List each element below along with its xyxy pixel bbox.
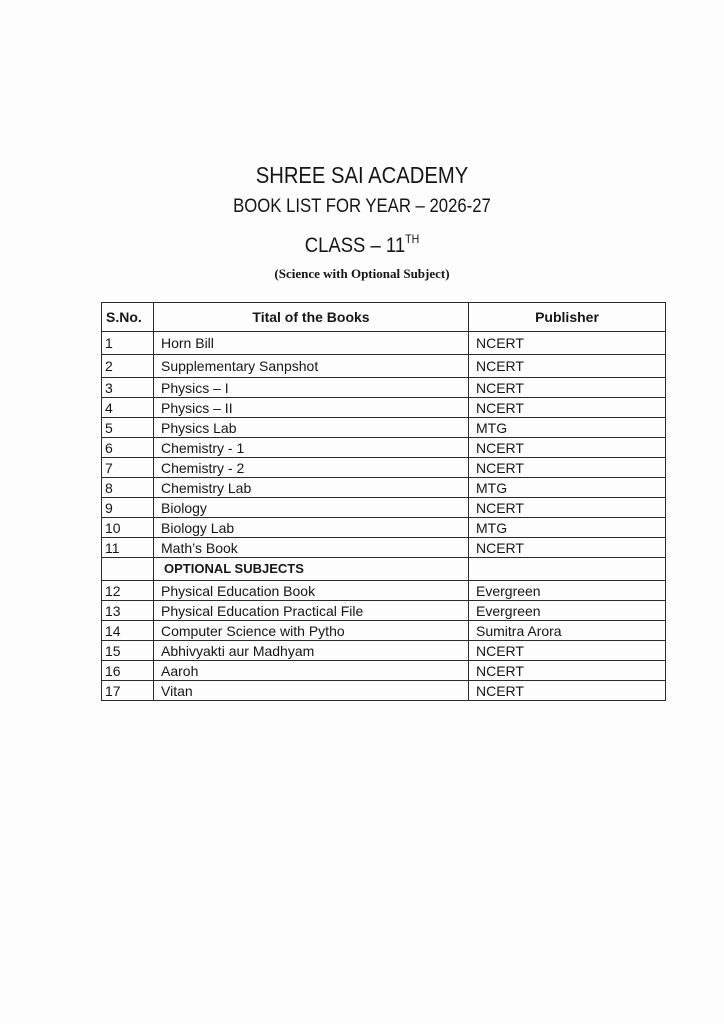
cell-publisher: NCERT [469, 641, 666, 661]
table-row [102, 601, 666, 621]
cell-title: Horn Bill [154, 332, 469, 355]
school-name: SHREE SAI ACADEMY [255, 162, 469, 188]
table-row [102, 518, 666, 538]
table-row [102, 438, 666, 458]
cell-sno: 16 [102, 661, 154, 681]
cell-title: Computer Science with Pytho [154, 621, 469, 641]
table-row [102, 418, 666, 438]
cell-publisher: NCERT [469, 398, 666, 418]
table-row [102, 478, 666, 498]
cell-publisher: NCERT [469, 378, 666, 398]
cell-title: Chemistry - 1 [154, 438, 469, 458]
class-suffix: TH [405, 232, 420, 246]
table-row [102, 621, 666, 641]
cell-sno-empty [102, 558, 154, 581]
table-row [102, 355, 666, 378]
cell-sno: 14 [102, 621, 154, 641]
table-row [102, 378, 666, 398]
cell-publisher: NCERT [469, 661, 666, 681]
table-row [102, 332, 666, 355]
table-row [102, 641, 666, 661]
cell-title: Physical Education Practical File [154, 601, 469, 621]
book-list-title: BOOK LIST FOR YEAR – 2026-27 [233, 196, 491, 217]
column-header-publisher: Publisher [469, 303, 666, 332]
table-row [102, 681, 666, 701]
cell-sno: 3 [102, 378, 154, 398]
cell-title: Chemistry Lab [154, 478, 469, 498]
table-header-row [102, 303, 666, 332]
table-row [102, 458, 666, 478]
cell-publisher: Evergreen [469, 601, 666, 621]
cell-title: Math’s Book [154, 538, 469, 558]
column-header-sno: S.No. [102, 303, 154, 332]
cell-publisher: NCERT [469, 332, 666, 355]
cell-sno: 13 [102, 601, 154, 621]
stream-subtitle: (Science with Optional Subject) [274, 266, 450, 281]
cell-sno: 15 [102, 641, 154, 661]
cell-title: Physics – II [154, 398, 469, 418]
cell-publisher: Evergreen [469, 581, 666, 601]
cell-title: Supplementary Sanpshot [154, 355, 469, 378]
cell-sno: 11 [102, 538, 154, 558]
cell-publisher: Sumitra Arora [469, 621, 666, 641]
cell-publisher: MTG [469, 418, 666, 438]
cell-title: Physics – I [154, 378, 469, 398]
optional-subjects-label: OPTIONAL SUBJECTS [154, 558, 469, 581]
cell-sno: 17 [102, 681, 154, 701]
table-row [102, 498, 666, 518]
cell-sno: 8 [102, 478, 154, 498]
cell-publisher: NCERT [469, 355, 666, 378]
cell-publisher: NCERT [469, 458, 666, 478]
cell-sno: 9 [102, 498, 154, 518]
class-heading [43, 234, 680, 258]
book-list-table [101, 302, 666, 701]
cell-publisher: NCERT [469, 438, 666, 458]
cell-publisher: MTG [469, 478, 666, 498]
class-label: CLASS – 11 [304, 234, 406, 257]
cell-sno: 2 [102, 355, 154, 378]
cell-title: Physical Education Book [154, 581, 469, 601]
table-row [102, 661, 666, 681]
cell-title: Biology [154, 498, 469, 518]
table-row [102, 581, 666, 601]
cell-publisher: NCERT [469, 538, 666, 558]
cell-publisher: MTG [469, 518, 666, 538]
cell-title: Abhivyakti aur Madhyam [154, 641, 469, 661]
cell-title: Chemistry - 2 [154, 458, 469, 478]
cell-sno: 5 [102, 418, 154, 438]
optional-section-row [102, 558, 666, 581]
cell-title: Biology Lab [154, 518, 469, 538]
cell-title: Physics Lab [154, 418, 469, 438]
table-row [102, 538, 666, 558]
cell-sno: 12 [102, 581, 154, 601]
cell-sno: 7 [102, 458, 154, 478]
cell-publisher: NCERT [469, 498, 666, 518]
cell-title: Vitan [154, 681, 469, 701]
cell-title: Aaroh [154, 661, 469, 681]
cell-publisher: NCERT [469, 681, 666, 701]
table-row [102, 398, 666, 418]
cell-sno: 4 [102, 398, 154, 418]
cell-sno: 1 [102, 332, 154, 355]
cell-sno: 6 [102, 438, 154, 458]
cell-publisher-empty [469, 558, 666, 581]
cell-sno: 10 [102, 518, 154, 538]
column-header-title: Tital of the Books [154, 303, 469, 332]
